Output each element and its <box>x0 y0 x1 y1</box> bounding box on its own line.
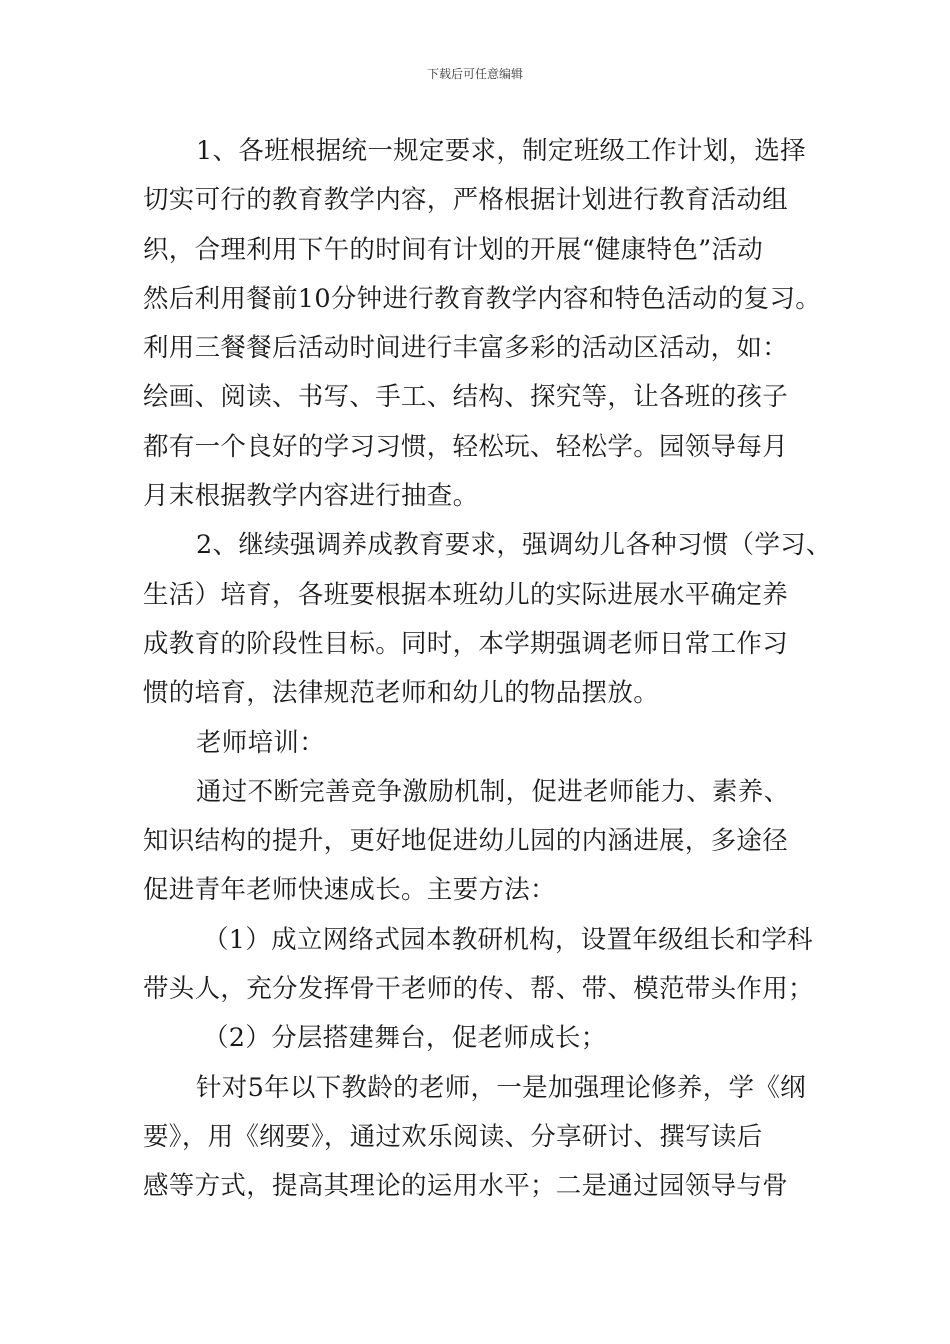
paragraph-1-line-5: 利用三餐餐后活动时间进行丰富多彩的活动区活动，如： <box>143 333 789 364</box>
paragraph-3-line-2: 知识结构的提升，更好地促进幼儿园的内涵进展，多途径 <box>143 826 789 857</box>
list-item-1-line-1: （1）成立网络式园本教研机构，设置年级组长和学科 <box>203 924 813 955</box>
paragraph-1-line-1: 1、各班根据统一规定要求，制定班级工作计划，选择 <box>196 136 806 166</box>
paragraph-4-line-1: 针对5年以下教龄的老师，一是加强理论修养，学《纲 <box>196 1072 806 1103</box>
page-header: 下载后可任意编辑 <box>426 67 523 81</box>
paragraph-3-line-3: 促进青年老师快速成长。主要方法： <box>143 875 556 906</box>
paragraph-1-line-7: 都有一个良好的学习习惯，轻松玩、轻松学。园领导每月 <box>143 431 789 462</box>
paragraph-1-line-8: 月末根据教学内容进行抽查。 <box>143 481 479 512</box>
list-item-2: （2）分层搭建舞台，促老师成长； <box>203 1023 607 1054</box>
paragraph-4-line-2: 要》，用《纲要》，通过欢乐阅读、分享研讨、撰写读后 <box>143 1121 763 1152</box>
paragraph-1-line-4: 然后利用餐前10分钟进行教育教学内容和特色活动的复习。 <box>143 283 822 314</box>
document-body <box>143 127 832 1212</box>
paragraph-1-line-6: 绘画、阅读、书写、手工、结构、探究等，让各班的孩子 <box>143 382 789 413</box>
paragraph-2-line-2: 生活）培育，各班要根据本班幼儿的实际进展水平确定养 <box>143 579 789 610</box>
list-item-1-line-2: 带头人，充分发挥骨干老师的传、帮、带、模范带头作用； <box>143 974 814 1005</box>
paragraph-1-line-3: 织，合理利用下午的时间有计划的开展“健康特色”活动 <box>143 234 764 265</box>
section-heading-teacher-training: 老师培训： <box>196 727 326 758</box>
paragraph-2-line-3: 成教育的阶段性目标。同时，本学期强调老师日常工作习 <box>143 628 789 659</box>
paragraph-4-line-3: 感等方式，提高其理论的运用水平；二是通过园领导与骨 <box>143 1171 789 1202</box>
paragraph-1-line-2: 切实可行的教育教学内容，严格根据计划进行教育活动组 <box>143 185 789 216</box>
paragraph-3-line-1: 通过不断完善竞争激励机制，促进老师能力、素养、 <box>196 776 790 807</box>
paragraph-2-line-4: 惯的培育，法律规范老师和幼儿的物品摆放。 <box>143 678 660 709</box>
paragraph-2-line-1: 2、继续强调养成教育要求，强调幼儿各种习惯（学习、 <box>196 530 832 561</box>
